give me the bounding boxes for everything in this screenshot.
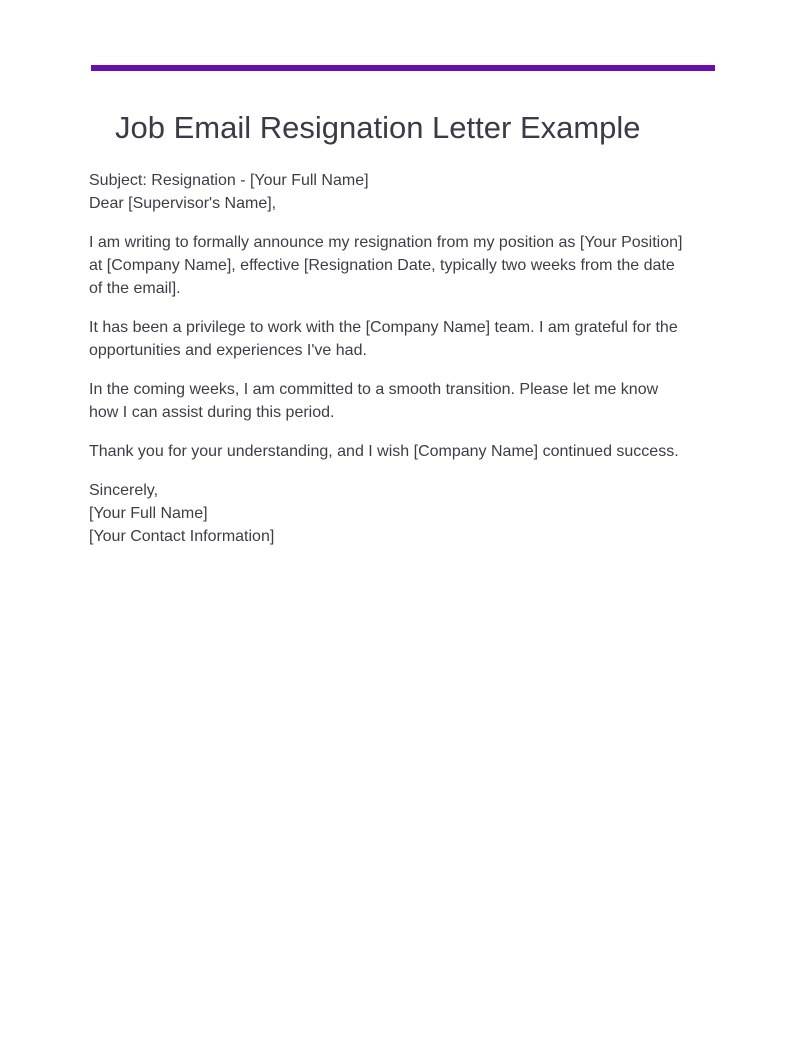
paragraph-line: how I can assist during this period. <box>89 404 335 421</box>
letter-body <box>89 169 689 564</box>
paragraph-line: at [Company Name], effective [Resignation Date, typically two weeks from the date <box>89 257 675 274</box>
subject-greeting-block <box>89 169 689 215</box>
signature-block <box>89 479 689 548</box>
paragraph-resignation <box>89 231 689 300</box>
page-title: Job Email Resignation Letter Example <box>115 110 641 145</box>
subject-line: Subject: Resignation - [Your Full Name] <box>89 172 369 189</box>
paragraph-transition <box>89 378 689 424</box>
paragraph-line: Thank you for your understanding, and I wish [Company Name] continued success. <box>89 443 679 460</box>
paragraph-line: I am writing to formally announce my resignation from my position as [Your Position] <box>89 234 683 251</box>
paragraph-line: of the email]. <box>89 280 181 297</box>
paragraph-line: In the coming weeks, I am committed to a smooth transition. Please let me know <box>89 381 659 398</box>
paragraph-gratitude <box>89 316 689 362</box>
signature-contact: [Your Contact Information] <box>89 528 275 545</box>
greeting-line: Dear [Supervisor's Name], <box>89 195 277 212</box>
signature-name: [Your Full Name] <box>89 505 208 522</box>
paragraph-line: opportunities and experiences I've had. <box>89 342 367 359</box>
closing-line: Sincerely, <box>89 482 159 499</box>
paragraph-thanks <box>89 440 689 463</box>
accent-divider <box>91 65 715 71</box>
paragraph-line: It has been a privilege to work with the [Company Name] team. I am grateful for the <box>89 319 678 336</box>
